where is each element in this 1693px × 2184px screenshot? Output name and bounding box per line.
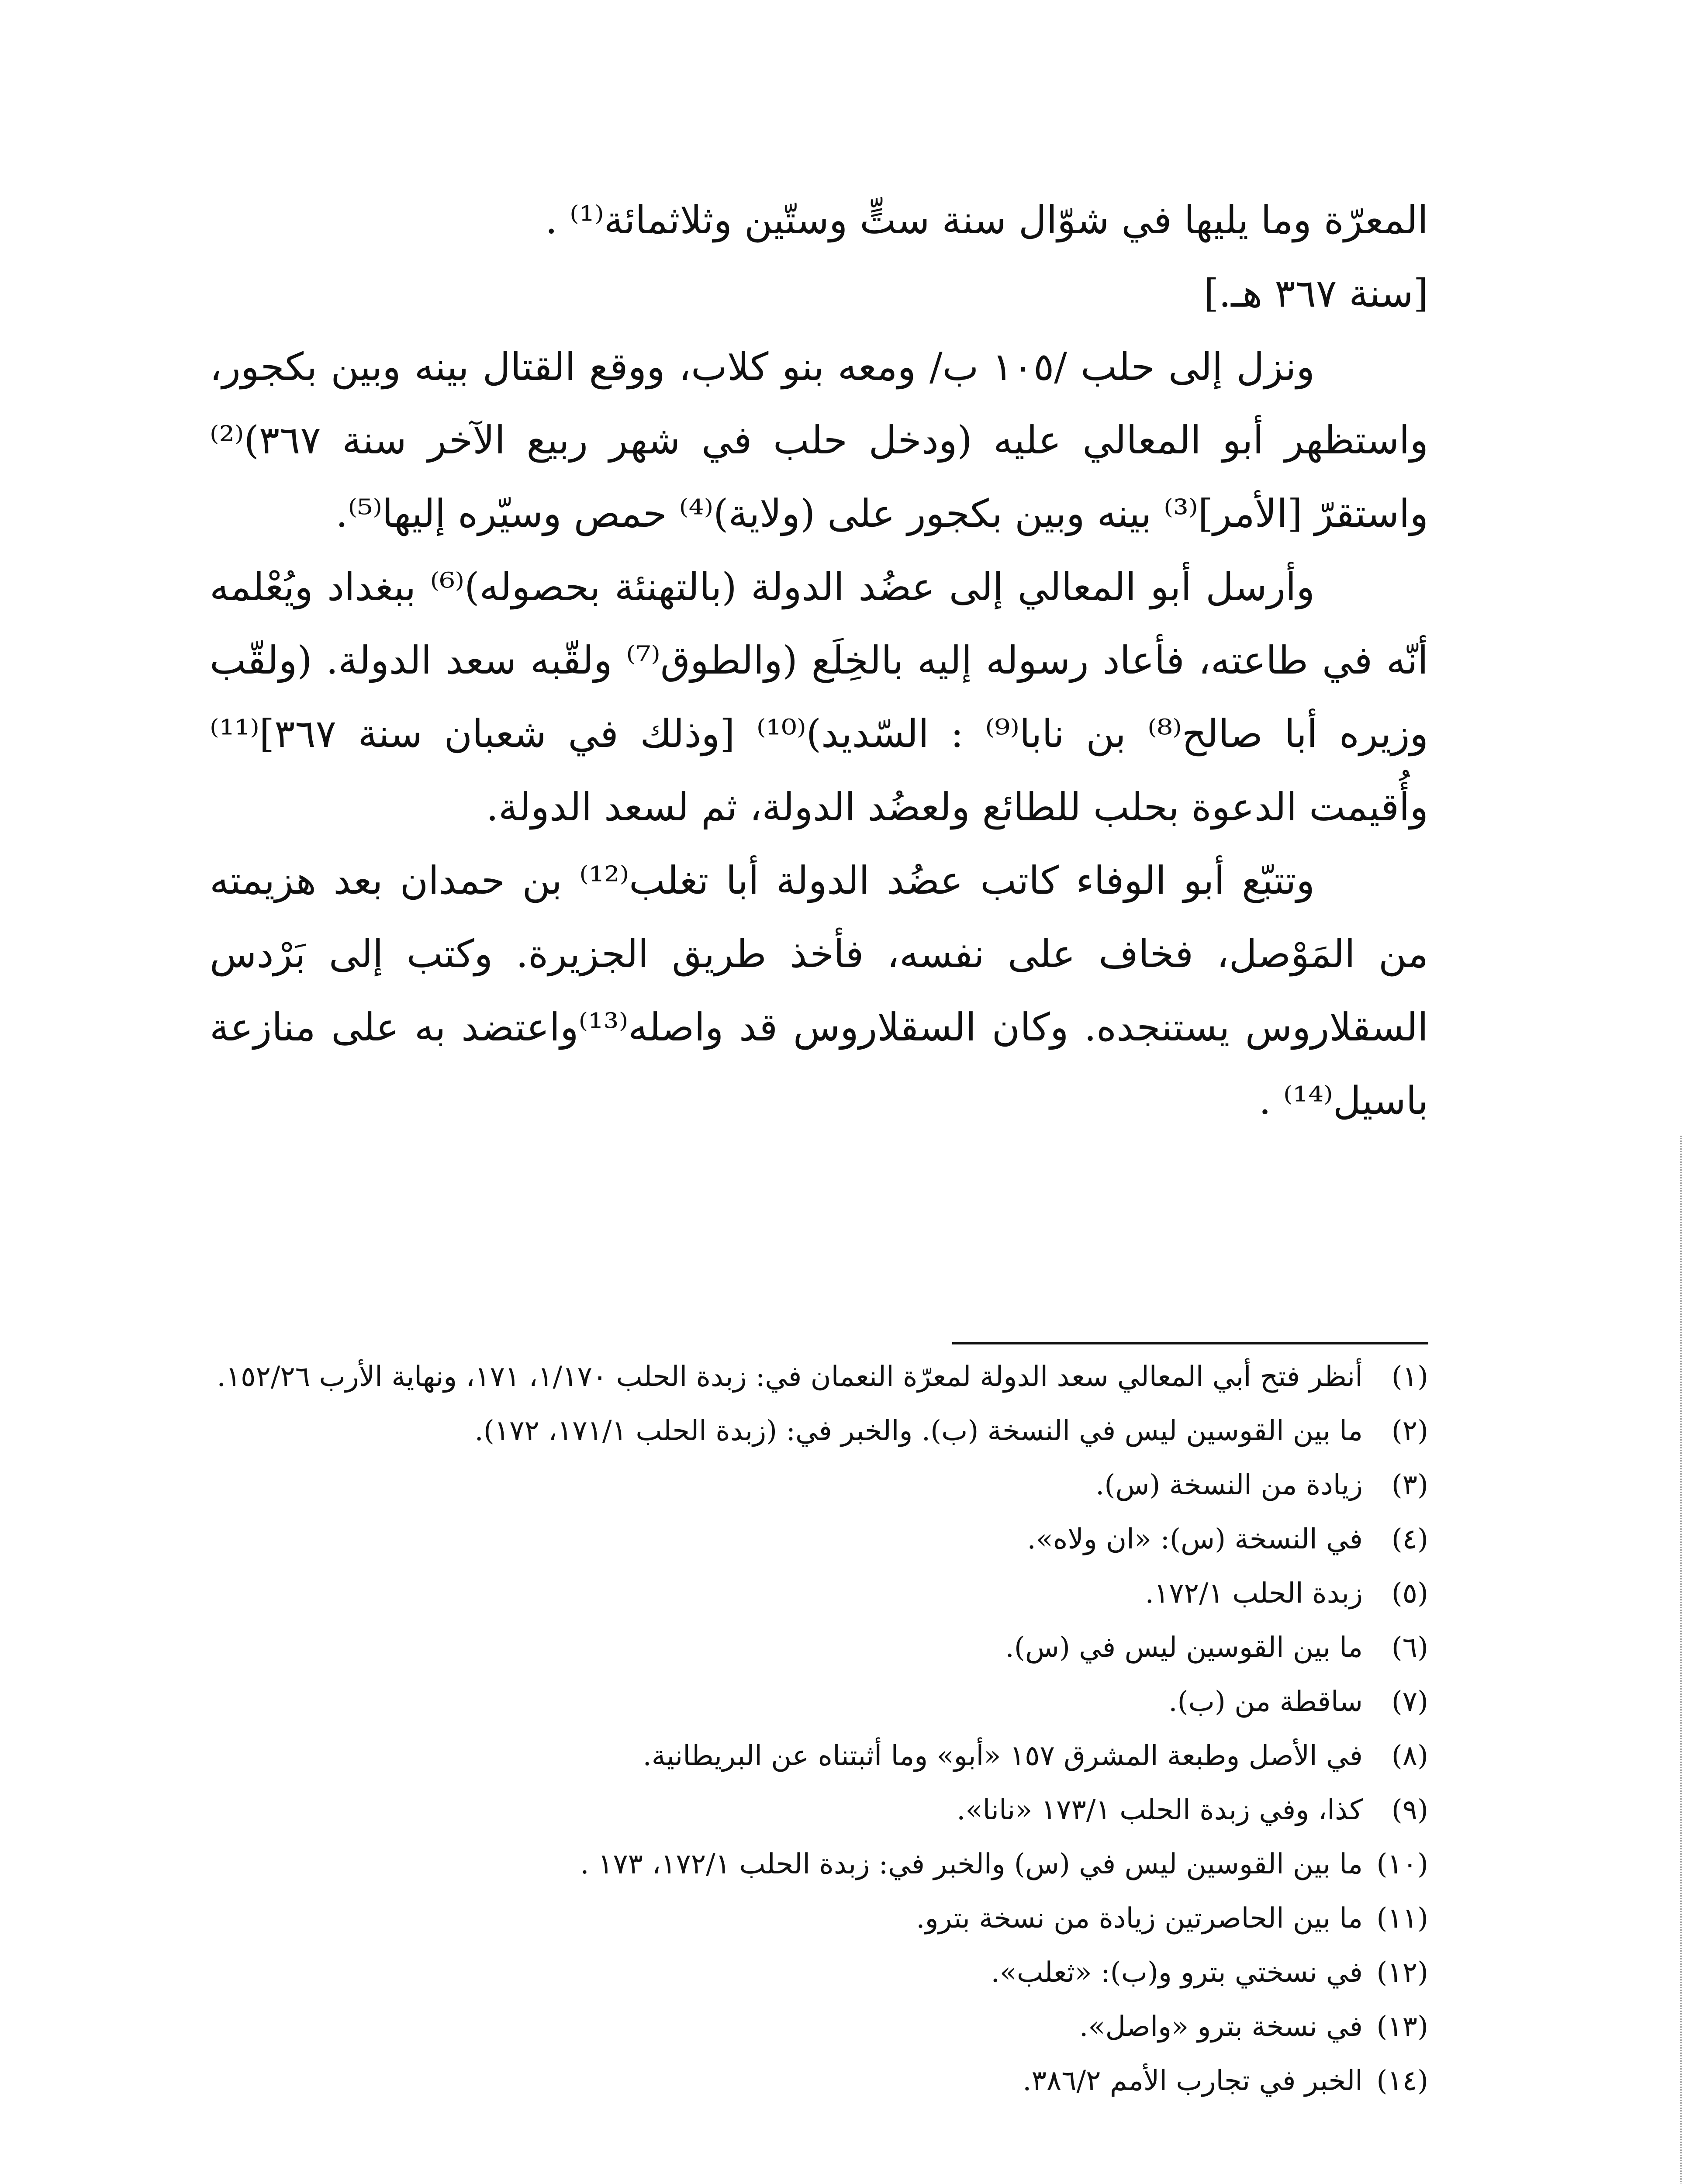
footnote-text: ما بين القوسين ليس في (س) والخبر في: زبدة الحلب ١٧٢/١، ١٧٣ . <box>580 1848 1363 1880</box>
paragraph-continuation: المعرّة وما يليها في شوّال سنة ستٍّ وستّين وثلاثمائة⁽¹⁾ . <box>545 197 1428 242</box>
footnote-text: ما بين القوسين ليس في (س). <box>1005 1631 1363 1664</box>
footnote <box>210 1350 1428 1404</box>
footnote-number: (١٤) <box>1376 2065 1428 2097</box>
footnote-text: ساقطة من (ب). <box>1168 1686 1363 1718</box>
footnote-text: ما بين الحاصرتين زيادة من نسخة بترو. <box>916 1902 1363 1935</box>
footnote <box>210 1891 1428 1946</box>
footnote-number: (١٢) <box>1376 1956 1428 1989</box>
footnote-number: (٥) <box>1391 1577 1428 1610</box>
footnote-number: (١) <box>1391 1361 1428 1393</box>
year-heading: [سنة ٣٦٧ هـ.] <box>1203 271 1428 316</box>
paragraph: وتتبّع أبو الوفاء كاتب عضُد الدولة أبا تغلب⁽¹²⁾ بن حمدان بعد هزيمته من المَوْصل، فخاف على نفسه، فأخذ طريق الجزيرة. وكتب إلى بَرْدس السقلاروس يستنجده. وكان السقلاروس قد واصله⁽¹³⁾واعتضد به على منازعة باسيل⁽¹⁴⁾ . <box>210 858 1428 1123</box>
footnote-number: (٤) <box>1391 1523 1428 1555</box>
footnote-number: (٩) <box>1391 1794 1428 1826</box>
footnote <box>210 2054 1428 2108</box>
footnote <box>210 1837 1428 1891</box>
footnote <box>210 1783 1428 1837</box>
footnote-number: (٦) <box>1391 1631 1428 1664</box>
footnote <box>210 1404 1428 1458</box>
footnote-text: في نسخة بترو «واصل». <box>1079 2011 1363 2043</box>
footnote <box>210 1946 1428 2000</box>
footnote-number: (٨) <box>1391 1740 1428 1772</box>
footnote-text: أنظر فتح أبي المعالي سعد الدولة لمعرّة النعمان في: زبدة الحلب ١/١٧٠، ١٧١، ونهاية الأرب ١٥٢/٢٦. <box>217 1361 1363 1393</box>
footnote <box>210 1675 1428 1729</box>
footnote <box>210 1512 1428 1566</box>
footnote-number: (١٠) <box>1376 1848 1428 1880</box>
footnote-number: (١١) <box>1376 1902 1428 1935</box>
footnote-text: في الأصل وطبعة المشرق ١٥٧ «أبو» وما أثبتناه عن البريطانية. <box>643 1740 1363 1772</box>
footnote-number: (٣) <box>1391 1469 1428 1501</box>
footnote-text: زبدة الحلب ١٧٢/١. <box>1145 1577 1363 1610</box>
main-text <box>210 183 1428 1137</box>
footnote <box>210 1621 1428 1675</box>
footnote-text: الخبر في تجارب الأمم ٣٨٦/٢. <box>1023 2065 1363 2097</box>
footnote-number: (٢) <box>1391 1415 1428 1447</box>
footnote-text: كذا، وفي زبدة الحلب ١٧٣/١ «نانا». <box>957 1794 1363 1826</box>
footnote-text: زيادة من النسخة (س). <box>1095 1469 1363 1501</box>
footnotes <box>210 1350 1428 2108</box>
footnote <box>210 1566 1428 1621</box>
footnote <box>210 2000 1428 2054</box>
footnote <box>210 1729 1428 1783</box>
footnote-text: في النسخة (س): «ان ولاه». <box>1027 1523 1363 1555</box>
footnote-text: في نسختي بترو و(ب): «ثعلب». <box>991 1956 1363 1989</box>
scan-margin-line <box>1680 1136 1682 2184</box>
footnote-number: (١٣) <box>1376 2011 1428 2043</box>
footnote-divider <box>952 1342 1428 1344</box>
footnote-text: ما بين القوسين ليس في النسخة (ب). والخبر في: (زبدة الحلب ١٧١/١، ١٧٢). <box>474 1415 1363 1447</box>
footnote <box>210 1458 1428 1512</box>
footnote-number: (٧) <box>1391 1686 1428 1718</box>
paragraph: وأرسل أبو المعالي إلى عضُد الدولة (بالتهنئة بحصوله)⁽⁶⁾ ببغداد ويُعْلمه أنّه في طاعته، فأعاد رسوله إليه بالخِلَع (والطوق⁽⁷⁾ ولقّبه سعد الدولة. (ولقّب وزيره أبا صالح⁽⁸⁾ بن نابا⁽⁹⁾ : السّديد)⁽¹⁰⁾ [وذلك في شعبان سنة ٣٦٧]⁽¹¹⁾ وأُقيمت الدعوة بحلب للطائع ولعضُد الدولة، ثم لسعد الدولة. <box>210 564 1429 829</box>
paragraph: ونزل إلى حلب /١٠٥ ب/ ومعه بنو كلاب، ووقع القتال بينه وبين بكجور، واستظهر أبو المعالي عليه (ودخل حلب في شهر ربيع الآخر سنة ٣٦٧)⁽²⁾ واستقرّ [الأمر]⁽³⁾ بينه وبين بكجور على (ولاية)⁽⁴⁾ حمص وسيّره إليها⁽⁵⁾. <box>210 344 1429 536</box>
